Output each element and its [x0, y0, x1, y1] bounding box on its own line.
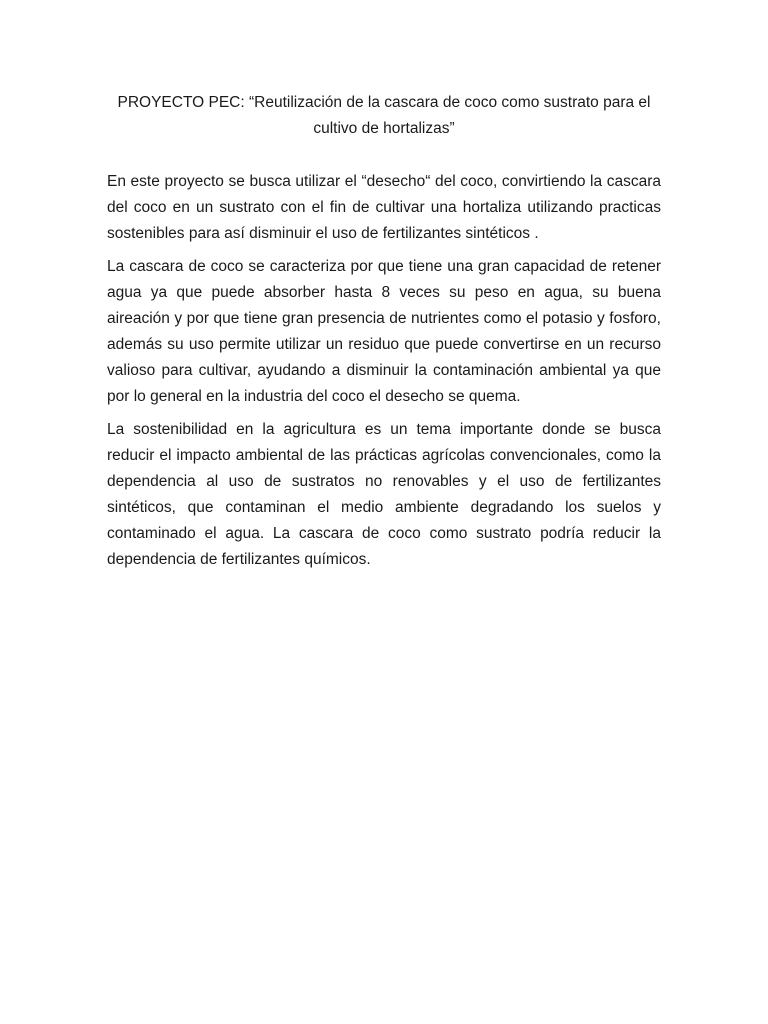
paragraph-sustainability: La sostenibilidad en la agricultura es un tema importante donde se busca reducir el impacto ambiental de las prácticas agrícolas convencionales, como la dependencia al uso de sustratos no renovables y el uso de fertilizantes sintéticos, que contaminan el medio ambiente degradando los suelos y contaminado el agua. La cascara de coco como sustrato podría reducir la dependencia de fertilizantes químicos. [107, 421, 661, 568]
paragraph-intro: En este proyecto se busca utilizar el “desecho“ del coco, convirtiendo la cascara del coco en un sustrato con el fin de cultivar una hortaliza utilizando practicas sostenibles para así disminuir el uso de fertilizantes sintéticos . [107, 173, 661, 242]
document-title: PROYECTO PEC: “Reutilización de la cascara de coco como sustrato para el cultivo de hortalizas” [117, 94, 651, 137]
paragraph-coconut-properties: La cascara de coco se caracteriza por que tiene una gran capacidad de retener agua ya que puede absorber hasta 8 veces su peso en agua, su buena aireación y por que tiene gran presencia de nutrientes como el potasio y fosforo, además su uso permite utilizar un residuo que puede convertirse en un recurso valioso para cultivar, ayudando a disminuir la contaminación ambiental ya que por lo general en la industria del coco el desecho se quema. [107, 258, 661, 405]
